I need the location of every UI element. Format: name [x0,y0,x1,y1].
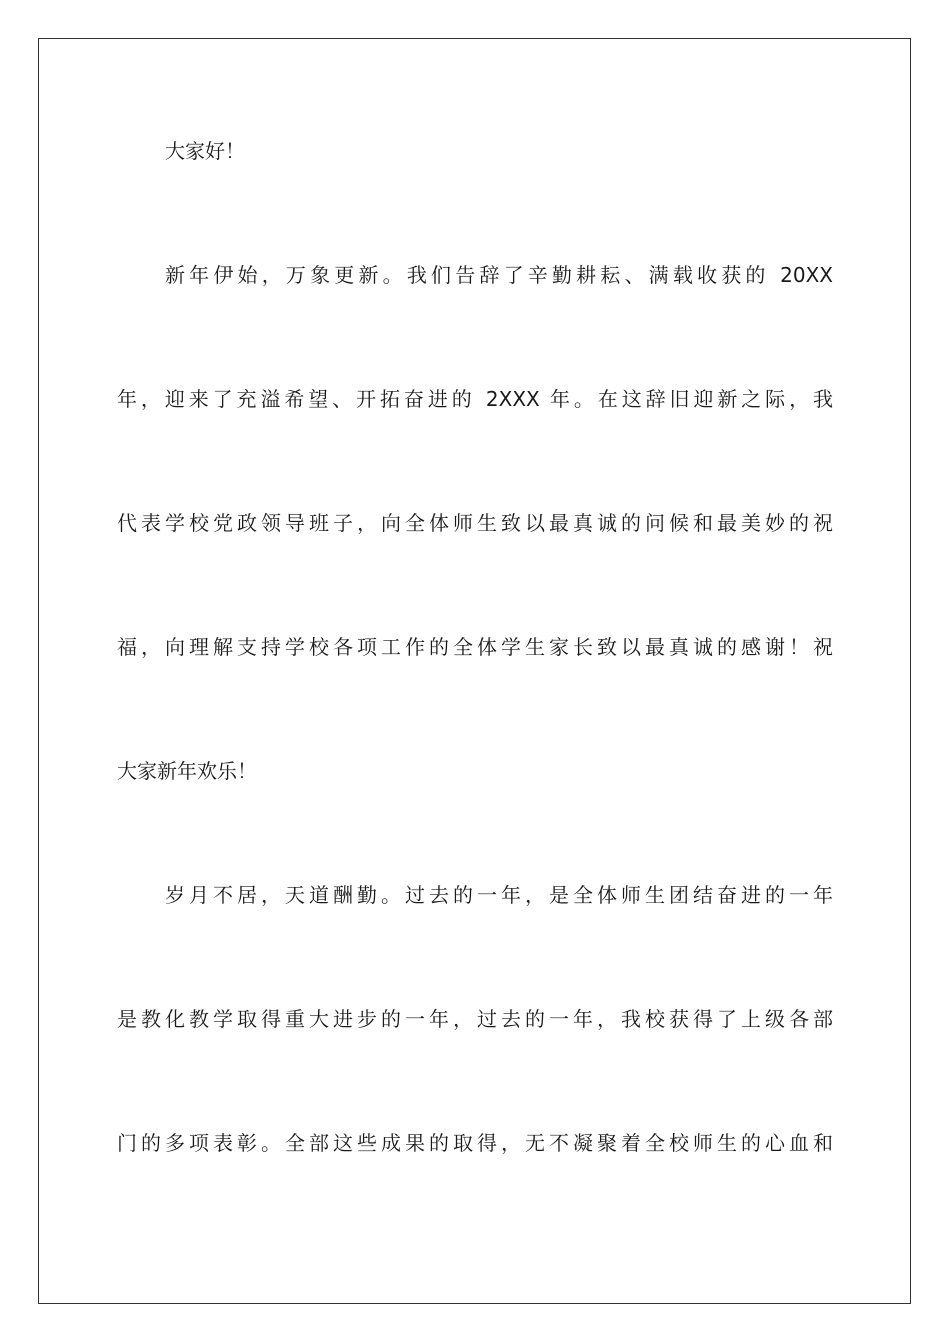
paragraph-1-line-5: 大家新年欢乐！ [117,759,257,783]
paragraph-2-line-1: 岁月不居，天道酬勤。过去的一年，是全体师生团结奋进的一年 [165,883,833,907]
paragraph-1-line-2: 年，迎来了充溢希望、开拓奋进的 2XXX 年。在这辞旧迎新之际，我 [117,387,833,411]
paragraph-1-line-4: 福，向理解支持学校各项工作的全体学生家长致以最真诚的感谢！祝 [117,635,833,659]
greeting-line: 大家好！ [165,139,245,163]
paragraph-1-line-3: 代表学校党政领导班子，向全体师生致以最真诚的问候和最美妙的祝 [117,511,833,535]
page-frame [38,38,911,1304]
paragraph-2-line-2: 是教化教学取得重大进步的一年，过去的一年，我校获得了上级各部 [117,1007,833,1031]
paragraph-2-line-3: 门的多项表彰。全部这些成果的取得，无不凝聚着全校师生的心血和 [117,1131,833,1155]
paragraph-1-line-1: 新年伊始，万象更新。我们告辞了辛勤耕耘、满载收获的 20XX [165,263,833,287]
